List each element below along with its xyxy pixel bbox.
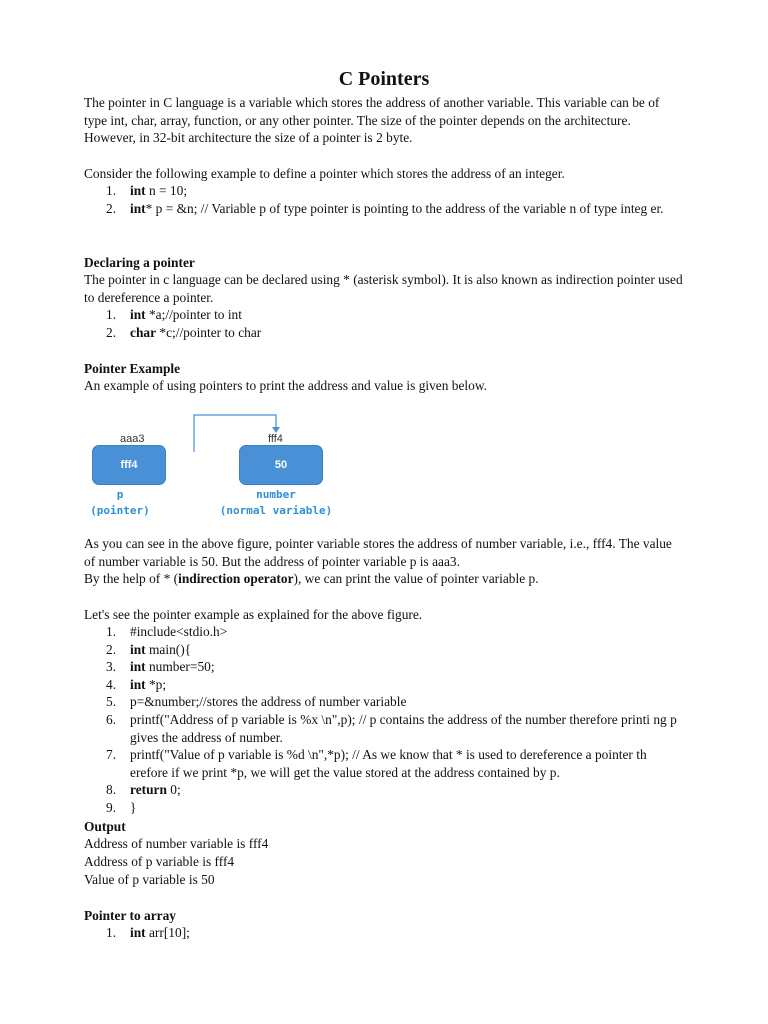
code-line [84, 711, 684, 746]
keyword: int [130, 307, 146, 322]
keyword: char [130, 324, 157, 340]
list-text: arr[10]; [145, 925, 190, 940]
code-text: printf("Value of p variable is %d \n",*p); // As we know that * is used to dereference a pointer th erefore if we print *p, we will get the value stored at the address contained by p. [130, 747, 647, 780]
pointer-caption-name: p [116, 488, 124, 501]
array-list [84, 924, 684, 942]
line-number: 5. [106, 694, 117, 710]
list-item [84, 924, 684, 942]
example-intro: Consider the following example to define a pointer which stores the address of an integer. [84, 166, 565, 181]
declaring-paragraph: The pointer in c language can be declared using * (asterisk symbol). It is also known as indirection pointer used to dereference a pointer. [84, 272, 683, 305]
pointer-caption-type: (pointer) [90, 504, 150, 517]
output-line: Address of p variable is fff4 [84, 854, 235, 869]
code-line [84, 641, 684, 659]
program-intro: Let's see the pointer example as explained for the above figure. [84, 607, 423, 622]
indirection-paragraph [84, 570, 684, 588]
code-line [84, 746, 684, 781]
code-line [84, 658, 684, 676]
list-item [84, 182, 684, 200]
code-text: number=50; [145, 659, 215, 675]
output-line: Address of number variable is fff4 [84, 836, 269, 851]
list-number: 2. [106, 200, 117, 216]
keyword: int [130, 183, 146, 198]
code-line [84, 799, 684, 817]
pointer-diagram [84, 406, 344, 524]
number-value: 50 [274, 459, 288, 471]
bold-term: indirection operator [178, 571, 294, 586]
list-text: *c;//pointer to char [156, 324, 262, 340]
code-text: #include<stdio.h> [130, 624, 228, 639]
pointer-example-paragraph: An example of using pointers to print the address and value is given below. [84, 378, 487, 393]
code-line [84, 781, 684, 799]
code-line [84, 676, 684, 694]
keyword: int [130, 641, 146, 657]
list-number: 1. [106, 925, 117, 940]
keyword: int [130, 925, 146, 940]
list-item [84, 306, 684, 324]
line-number: 4. [106, 676, 117, 692]
keyword: int [130, 200, 146, 216]
number-caption [216, 488, 336, 518]
output-line: Value of p variable is 50 [84, 872, 215, 887]
pointer-value: fff4 [120, 459, 138, 471]
code-text: *p; [145, 676, 167, 692]
section-heading-pointer-example: Pointer Example [84, 361, 181, 376]
example-list [84, 182, 684, 217]
pointer-caption [84, 488, 156, 518]
list-number: 1. [106, 307, 117, 322]
section-heading-declaring: Declaring a pointer [84, 255, 195, 270]
program-code-list [84, 623, 684, 817]
line-number: 9. [106, 799, 117, 815]
number-caption-name: number [256, 488, 296, 501]
keyword: int [130, 676, 146, 692]
list-text: *a;//pointer to int [145, 307, 242, 322]
line-number: 7. [106, 747, 117, 763]
code-line [84, 623, 684, 641]
code-text: p=&number;//stores the address of number variable [130, 694, 407, 710]
list-text: * p = &n; // Variable p of type pointer is pointing to the address of the variable n of type integ er. [145, 200, 664, 216]
list-number: 1. [106, 183, 117, 198]
number-caption-type: (normal variable) [219, 504, 333, 517]
list-item [84, 200, 684, 218]
code-line [84, 693, 684, 711]
list-text: n = 10; [145, 183, 188, 198]
page-title: C Pointers [338, 68, 430, 90]
number-address-label: fff4 [268, 433, 283, 445]
code-text: 0; [166, 782, 181, 798]
keyword: return [130, 782, 167, 798]
list-item [84, 324, 684, 342]
code-text: printf("Address of p variable is %x \n",p); // p contains the address of the number therefore printi ng p gives the address of number. [130, 711, 677, 745]
keyword: int [130, 659, 146, 675]
line-number: 3. [106, 659, 117, 675]
text-segment: ), we can print the value of pointer variable p. [293, 571, 539, 586]
line-number: 8. [106, 782, 117, 798]
explain-paragraph: As you can see in the above figure, pointer variable stores the address of number variable, i.e., fff4. The value of number variable is 50. But the address of pointer variable p is aaa3. [84, 536, 672, 569]
line-number: 2. [106, 641, 117, 657]
list-number: 2. [106, 324, 117, 340]
section-heading-pointer-to-array: Pointer to array [84, 908, 176, 923]
pointer-address-label: aaa3 [120, 433, 145, 445]
code-text: } [130, 799, 137, 815]
text-segment: By the help of * ( [84, 571, 179, 586]
line-number: 6. [106, 711, 117, 727]
number-box [239, 445, 323, 485]
declaring-list [84, 306, 684, 341]
intro-paragraph: The pointer in C language is a variable which stores the address of another variable. This variable can be of type int, char, array, function, or any other pointer. The size of the pointer depends on the architecture. However, in 32-bit architecture the size of a pointer is 2 byte. [84, 95, 660, 146]
pointer-box [92, 445, 166, 485]
code-text: main(){ [145, 641, 192, 657]
section-heading-output: Output [84, 819, 126, 834]
line-number: 1. [106, 624, 117, 639]
